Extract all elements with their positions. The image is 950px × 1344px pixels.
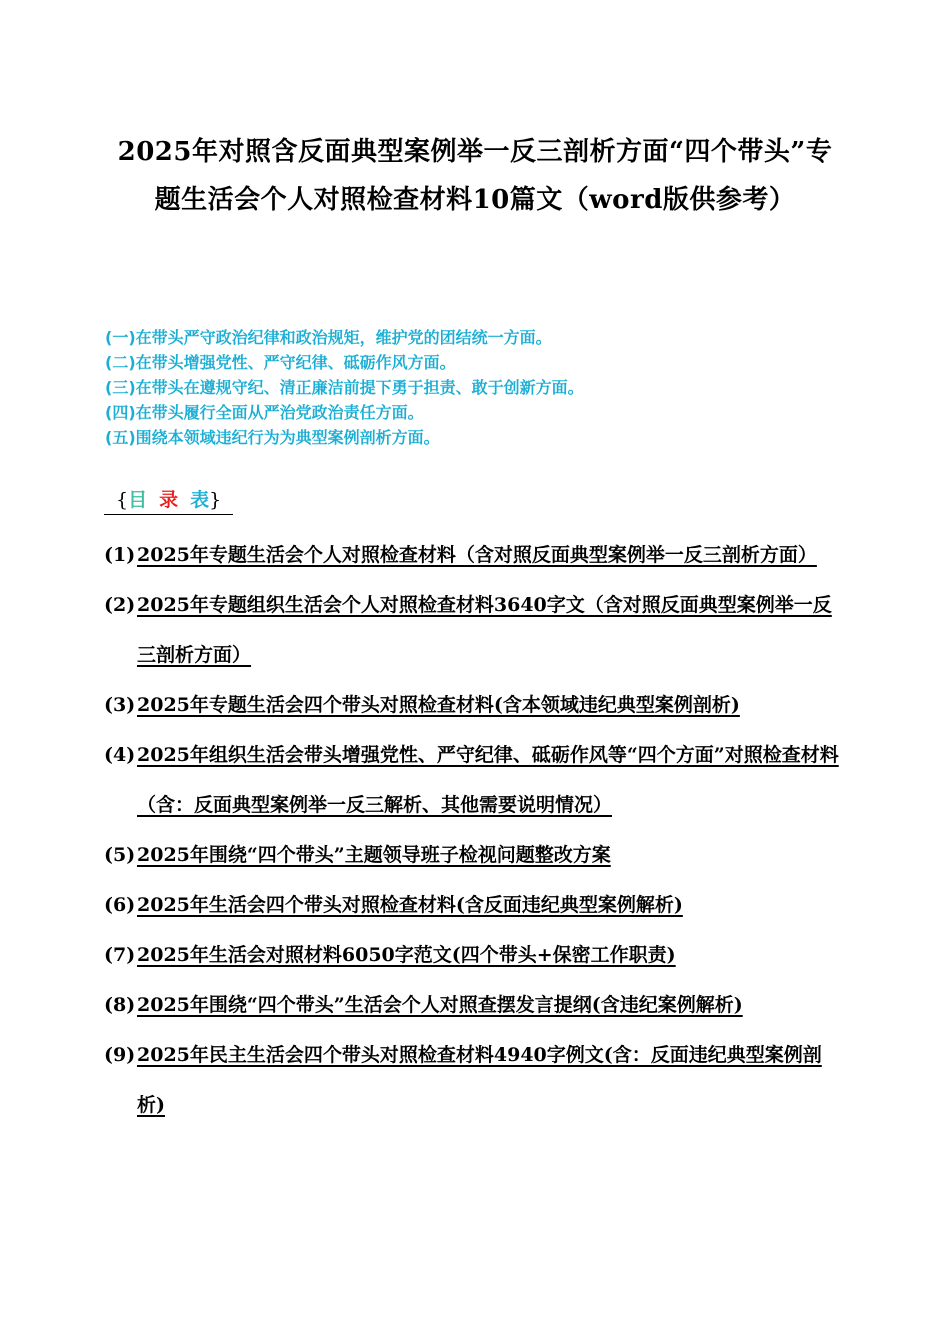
toc-heading-char-3: 表 xyxy=(190,489,210,511)
toc-item[interactable] xyxy=(104,930,849,980)
document-title: 2025年对照含反面典型案例举一反三剖析方面“四个带头”专题生活会个人对照检查材料10篇文（word版供参考） xyxy=(117,137,833,215)
toc-item-number: (9) xyxy=(104,1044,136,1066)
aspect-item: (四)在带头履行全面从严治党政治责任方面。 xyxy=(105,403,424,422)
toc-item-number: (6) xyxy=(104,894,136,916)
toc-item[interactable] xyxy=(104,530,849,580)
toc-heading-char-1: 目 xyxy=(128,489,148,511)
aspect-item: (二)在带头增强党性、严守纪律、砥砺作风方面。 xyxy=(105,353,456,372)
toc-item-link[interactable]: 2025年专题生活会个人对照检查材料（含对照反面典型案例举一反三剖析方面） xyxy=(137,544,817,566)
aspect-item: (三)在带头在遵规守纪、清正廉洁前提下勇于担责、敢于创新方面。 xyxy=(105,378,584,397)
toc-item[interactable] xyxy=(104,880,849,930)
aspects-list xyxy=(105,325,845,450)
toc-heading-close-brace: } xyxy=(209,489,222,511)
toc-item-link[interactable]: 2025年生活会对照材料6050字范文(四个带头+保密工作职责) xyxy=(137,944,676,966)
toc-heading-open-brace: { xyxy=(116,489,129,511)
aspect-item: (一)在带头严守政治纪律和政治规矩，维护党的团结统一方面。 xyxy=(105,328,552,347)
toc-item-link[interactable]: 2025年专题生活会四个带头对照检查材料(含本领域违纪典型案例剖析) xyxy=(137,694,740,716)
toc-item-link[interactable]: 2025年民主生活会四个带头对照检查材料4940字例文(含：反面违纪典型案例剖析) xyxy=(137,1044,822,1116)
toc-item-number: (5) xyxy=(104,844,136,866)
toc-item-number: (8) xyxy=(104,994,136,1016)
toc-item-link[interactable]: 2025年围绕“四个带头”主题领导班子检视问题整改方案 xyxy=(137,844,611,866)
toc-item-number: (4) xyxy=(104,744,136,766)
toc-item-link[interactable]: 2025年组织生活会带头增强党性、严守纪律、砥砺作风等“四个方面”对照检查材料（含：反面典型案例举一反三解析、其他需要说明情况） xyxy=(137,744,839,816)
aspect-item: (五)围绕本领域违纪行为为典型案例剖析方面。 xyxy=(105,428,440,447)
table-of-contents xyxy=(104,530,849,1130)
toc-item-number: (7) xyxy=(104,944,136,966)
toc-item-number: (1) xyxy=(104,544,136,566)
toc-item-number: (3) xyxy=(104,694,136,716)
toc-item[interactable] xyxy=(104,830,849,880)
toc-item[interactable] xyxy=(104,680,849,730)
toc-heading-char-2: 录 xyxy=(159,489,179,511)
toc-item[interactable] xyxy=(104,1030,849,1130)
toc-item[interactable] xyxy=(104,730,849,830)
toc-item-link[interactable]: 2025年围绕“四个带头”生活会个人对照查摆发言提纲(含违纪案例解析) xyxy=(137,994,743,1016)
toc-item-link[interactable]: 2025年生活会四个带头对照检查材料(含反面违纪典型案例解析) xyxy=(137,894,683,916)
toc-heading xyxy=(104,486,233,515)
toc-item-number: (2) xyxy=(104,594,136,616)
toc-item[interactable] xyxy=(104,980,849,1030)
toc-item[interactable] xyxy=(104,580,849,680)
toc-item-link[interactable]: 2025年专题组织生活会个人对照检查材料3640字文（含对照反面典型案例举一反三剖析方面） xyxy=(137,594,832,666)
